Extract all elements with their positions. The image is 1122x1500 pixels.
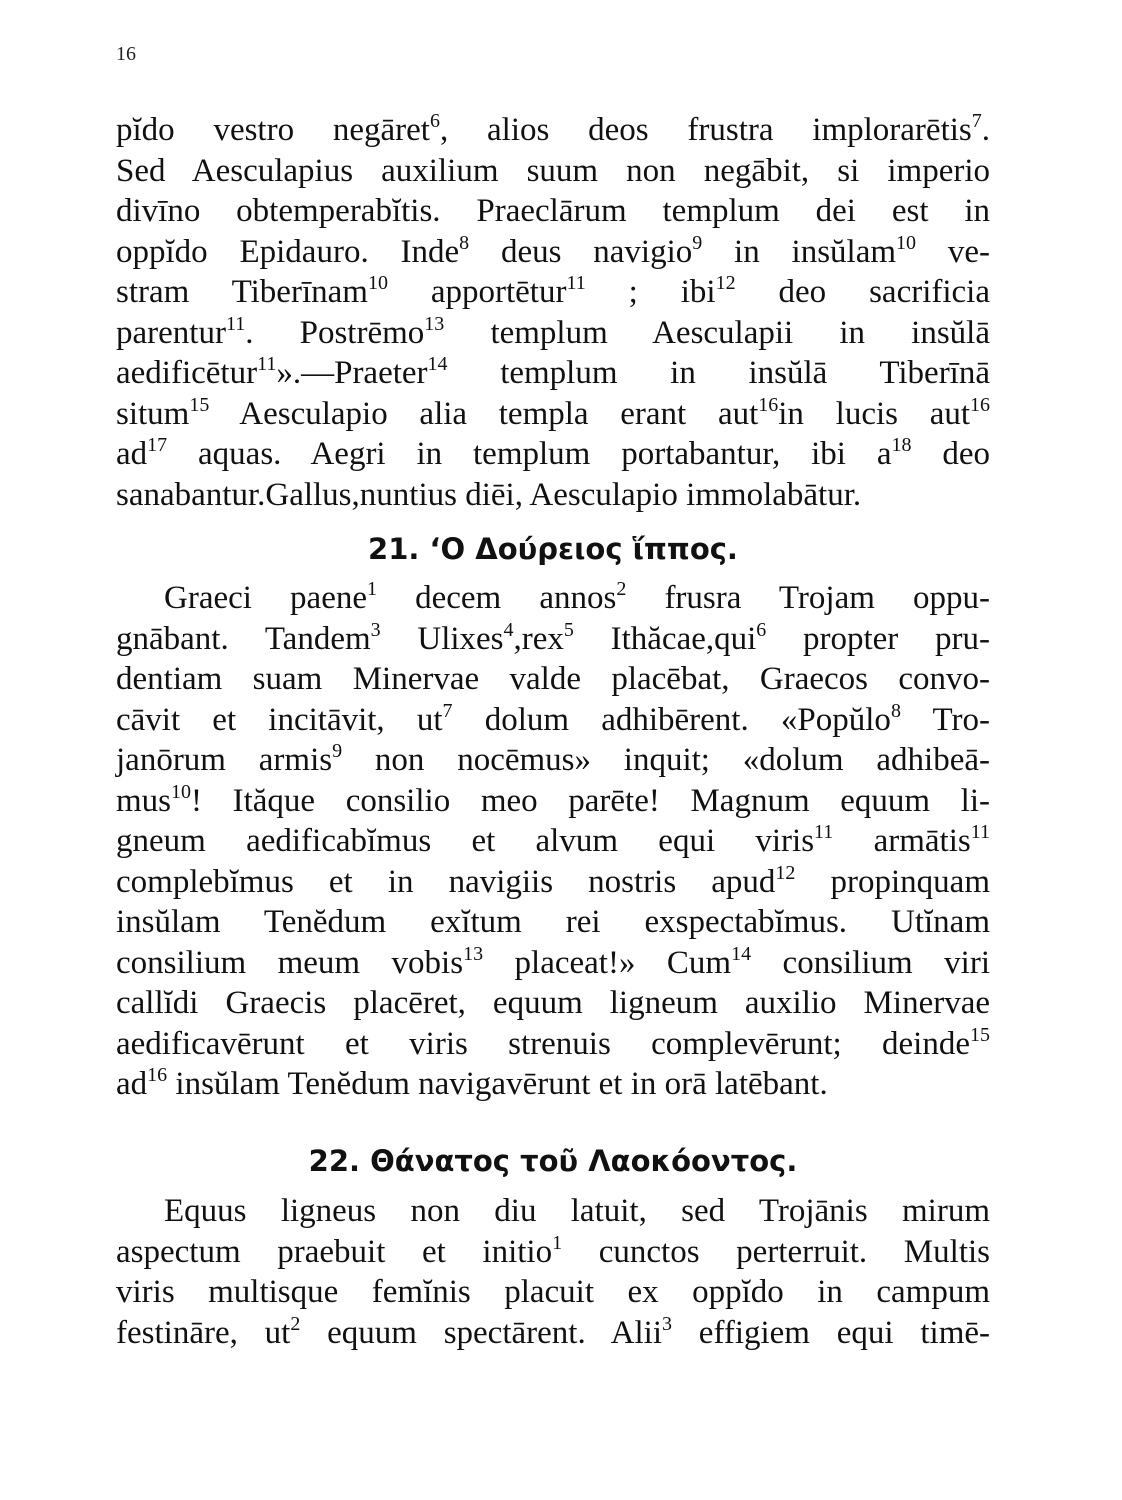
footnote-reference: 17 <box>147 434 168 456</box>
text-segment: stram Tiberīnam <box>116 274 368 310</box>
text-segment: insŭlam Tenĕdum navigavērunt et in orā latēbant. <box>167 1066 828 1102</box>
footnote-reference: 9 <box>332 740 343 762</box>
footnote-reference: 15 <box>970 1023 990 1046</box>
paragraph-death-of-laocoon <box>116 1191 990 1353</box>
footnote-reference: 11 <box>970 821 990 843</box>
text-segment: Tro- <box>900 701 990 738</box>
text-line <box>116 983 990 1024</box>
text-segment: callĭdi Graecis placēret, equum ligneum auxilio Minervae <box>116 985 990 1021</box>
text-line <box>116 700 990 741</box>
text-segment: aquas. Aegri in templum portabantur, ibi a <box>167 436 892 472</box>
footnote-reference: 11 <box>814 821 834 843</box>
section-heading-22: 22. Θάνατος τοῦ Λαοκόοντος. <box>308 1144 798 1178</box>
text-line <box>116 740 990 781</box>
footnote-reference: 1 <box>367 578 377 600</box>
text-segment: parentur <box>116 314 226 351</box>
text-segment: situm <box>116 395 190 432</box>
footnote-reference: 12 <box>775 861 796 884</box>
text-segment: deus navigio <box>469 233 693 270</box>
text-segment: Aesculapio alia templa erant aut <box>209 395 759 432</box>
text-segment: armātis <box>833 823 971 859</box>
text-segment: apportētur <box>387 274 567 310</box>
text-segment: non nocēmus» inquit; «dolum adhibeā- <box>342 742 990 778</box>
section-heading-21: 21. ‘Ο Δούρειος ἵππος. <box>368 532 738 566</box>
text-segment: ve- <box>916 233 990 270</box>
text-segment: deo sacrificia <box>735 274 990 310</box>
footnote-reference: 3 <box>662 1312 673 1335</box>
text-line <box>116 191 990 232</box>
text-line <box>116 659 990 700</box>
footnote-reference: 16 <box>147 1064 168 1086</box>
footnote-reference: 13 <box>424 312 445 335</box>
text-segment: ad <box>116 436 148 472</box>
text-segment: gneum aedificabĭmus et alvum equi viris <box>116 823 815 859</box>
text-segment: Equus ligneus non diu latuit, sed Trojānis mirum <box>164 1193 990 1229</box>
text-line <box>116 1064 990 1105</box>
text-line <box>116 902 990 943</box>
text-line <box>116 151 990 192</box>
footnote-reference: 15 <box>189 393 210 416</box>
text-segment: viris multisque femĭnis placuit ex oppĭdo in campum <box>116 1274 990 1310</box>
footnote-reference: 4 <box>503 618 514 641</box>
text-segment: dolum adhibērent. «Popŭlo <box>452 701 891 738</box>
text-segment: Ithăcae,qui <box>573 620 757 657</box>
text-segment: in lucis aut <box>778 395 971 432</box>
text-segment: aedificētur <box>116 355 258 391</box>
footnote-reference: 2 <box>290 1312 301 1335</box>
footnote-reference: 8 <box>459 231 470 254</box>
footnote-reference: 16 <box>758 393 779 416</box>
text-line <box>116 1272 990 1313</box>
text-line <box>116 781 990 822</box>
text-segment: consilium meum vobis <box>116 944 464 981</box>
footnote-reference: 10 <box>367 272 388 294</box>
text-segment: festināre, ut <box>116 1314 291 1351</box>
footnote-reference: 14 <box>731 942 752 965</box>
text-segment: placeat!» Cum <box>483 944 732 981</box>
paragraph-asclepius-continuation <box>116 110 990 515</box>
text-segment: propinquam <box>795 863 990 900</box>
text-segment: propter pru- <box>766 620 990 657</box>
text-line <box>116 272 990 313</box>
text-segment: . <box>981 112 990 148</box>
text-line <box>116 394 990 435</box>
footnote-reference: 8 <box>890 699 901 722</box>
text-segment: dentiam suam Minervae valde placēbat, Graecos convo- <box>116 661 990 697</box>
text-segment: equum spectārent. Alii <box>300 1314 663 1351</box>
text-segment: templum Aesculapii in insŭlā <box>444 314 990 351</box>
footnote-reference: 16 <box>970 393 991 416</box>
text-segment: pĭdo vestro negāret <box>116 112 430 148</box>
text-line <box>116 434 990 475</box>
text-line <box>116 353 990 394</box>
text-segment: ».—Praeter <box>276 355 428 391</box>
text-segment: ad <box>116 1066 148 1102</box>
text-line <box>116 1232 990 1273</box>
footnote-reference: 6 <box>429 110 440 132</box>
footnote-reference: 12 <box>715 272 736 294</box>
text-line <box>116 110 990 151</box>
footnote-reference: 10 <box>171 780 192 803</box>
text-line <box>116 232 990 273</box>
text-segment: aspectum praebuit et initio <box>116 1233 553 1270</box>
footnote-reference: 7 <box>971 110 982 132</box>
text-segment: decem annos <box>377 580 617 616</box>
text-segment: Ulixes <box>380 620 504 657</box>
text-segment: sanabantur.Gallus,nuntius diēi, Aesculapio immolabātur. <box>116 476 862 513</box>
text-line <box>116 821 990 862</box>
footnote-reference: 2 <box>616 578 627 600</box>
footnote-reference: 1 <box>552 1231 563 1254</box>
text-segment: janōrum armis <box>116 742 333 778</box>
text-segment: insŭlam Tenĕdum exĭtum rei exspectabĭmus. Utĭnam <box>116 904 990 940</box>
text-segment: frusra Trojam oppu- <box>626 580 990 616</box>
text-segment: effigiem equi timē- <box>672 1314 991 1351</box>
footnote-reference: 9 <box>692 231 703 254</box>
text-segment: . Postrēmo <box>245 314 425 351</box>
footnote-reference: 11 <box>566 272 586 294</box>
footnote-reference: 3 <box>370 618 381 641</box>
text-line <box>116 578 990 619</box>
text-segment: Graeci paene <box>164 580 367 616</box>
text-segment: ; ibi <box>585 274 716 310</box>
footnote-reference: 6 <box>756 618 767 641</box>
text-segment: cāvit et incitāvit, ut <box>116 701 443 738</box>
text-segment: consilium viri <box>751 944 990 981</box>
footnote-reference: 11 <box>257 353 277 375</box>
text-line <box>116 1191 990 1232</box>
footnote-reference: 13 <box>463 942 484 965</box>
text-line <box>116 1024 990 1065</box>
text-segment: oppĭdo Epidauro. Inde <box>116 233 460 270</box>
footnote-reference: 11 <box>225 312 246 335</box>
text-segment: in insŭlam <box>702 233 897 270</box>
footnote-reference: 10 <box>896 231 917 254</box>
text-segment: deo <box>911 436 990 472</box>
page-number: 16 <box>116 43 136 65</box>
text-segment: , alios deos frustra implorarētis <box>439 112 972 148</box>
text-line <box>116 619 990 660</box>
text-segment: mus <box>116 782 172 819</box>
footnote-reference: 14 <box>427 353 448 375</box>
text-segment: gnābant. Tandem <box>116 620 371 657</box>
text-segment: ! Ităque consilio meo parēte! Magnum equum li- <box>191 782 990 819</box>
text-segment: ,rex <box>513 620 564 657</box>
text-line <box>116 943 990 984</box>
text-segment: complebĭmus et in navigiis nostris apud <box>116 863 776 900</box>
text-line <box>116 862 990 903</box>
footnote-reference: 7 <box>442 699 453 722</box>
text-segment: aedificavērunt et viris strenuis complevērunt; deinde <box>116 1025 970 1062</box>
text-segment: cunctos perterruit. Multis <box>562 1233 990 1270</box>
text-line <box>116 475 990 516</box>
text-line <box>116 313 990 354</box>
footnote-reference: 18 <box>891 434 912 456</box>
footnote-reference: 5 <box>563 618 574 641</box>
text-segment: Sed Aesculapius auxilium suum non negābit, si imperio <box>116 152 990 189</box>
text-segment: divīno obtemperabĭtis. Praeclārum templum dei est in <box>116 193 990 229</box>
paragraph-trojan-horse <box>116 578 990 1105</box>
text-segment: templum in insŭlā Tiberīnā <box>447 355 990 391</box>
text-line <box>116 1313 990 1354</box>
